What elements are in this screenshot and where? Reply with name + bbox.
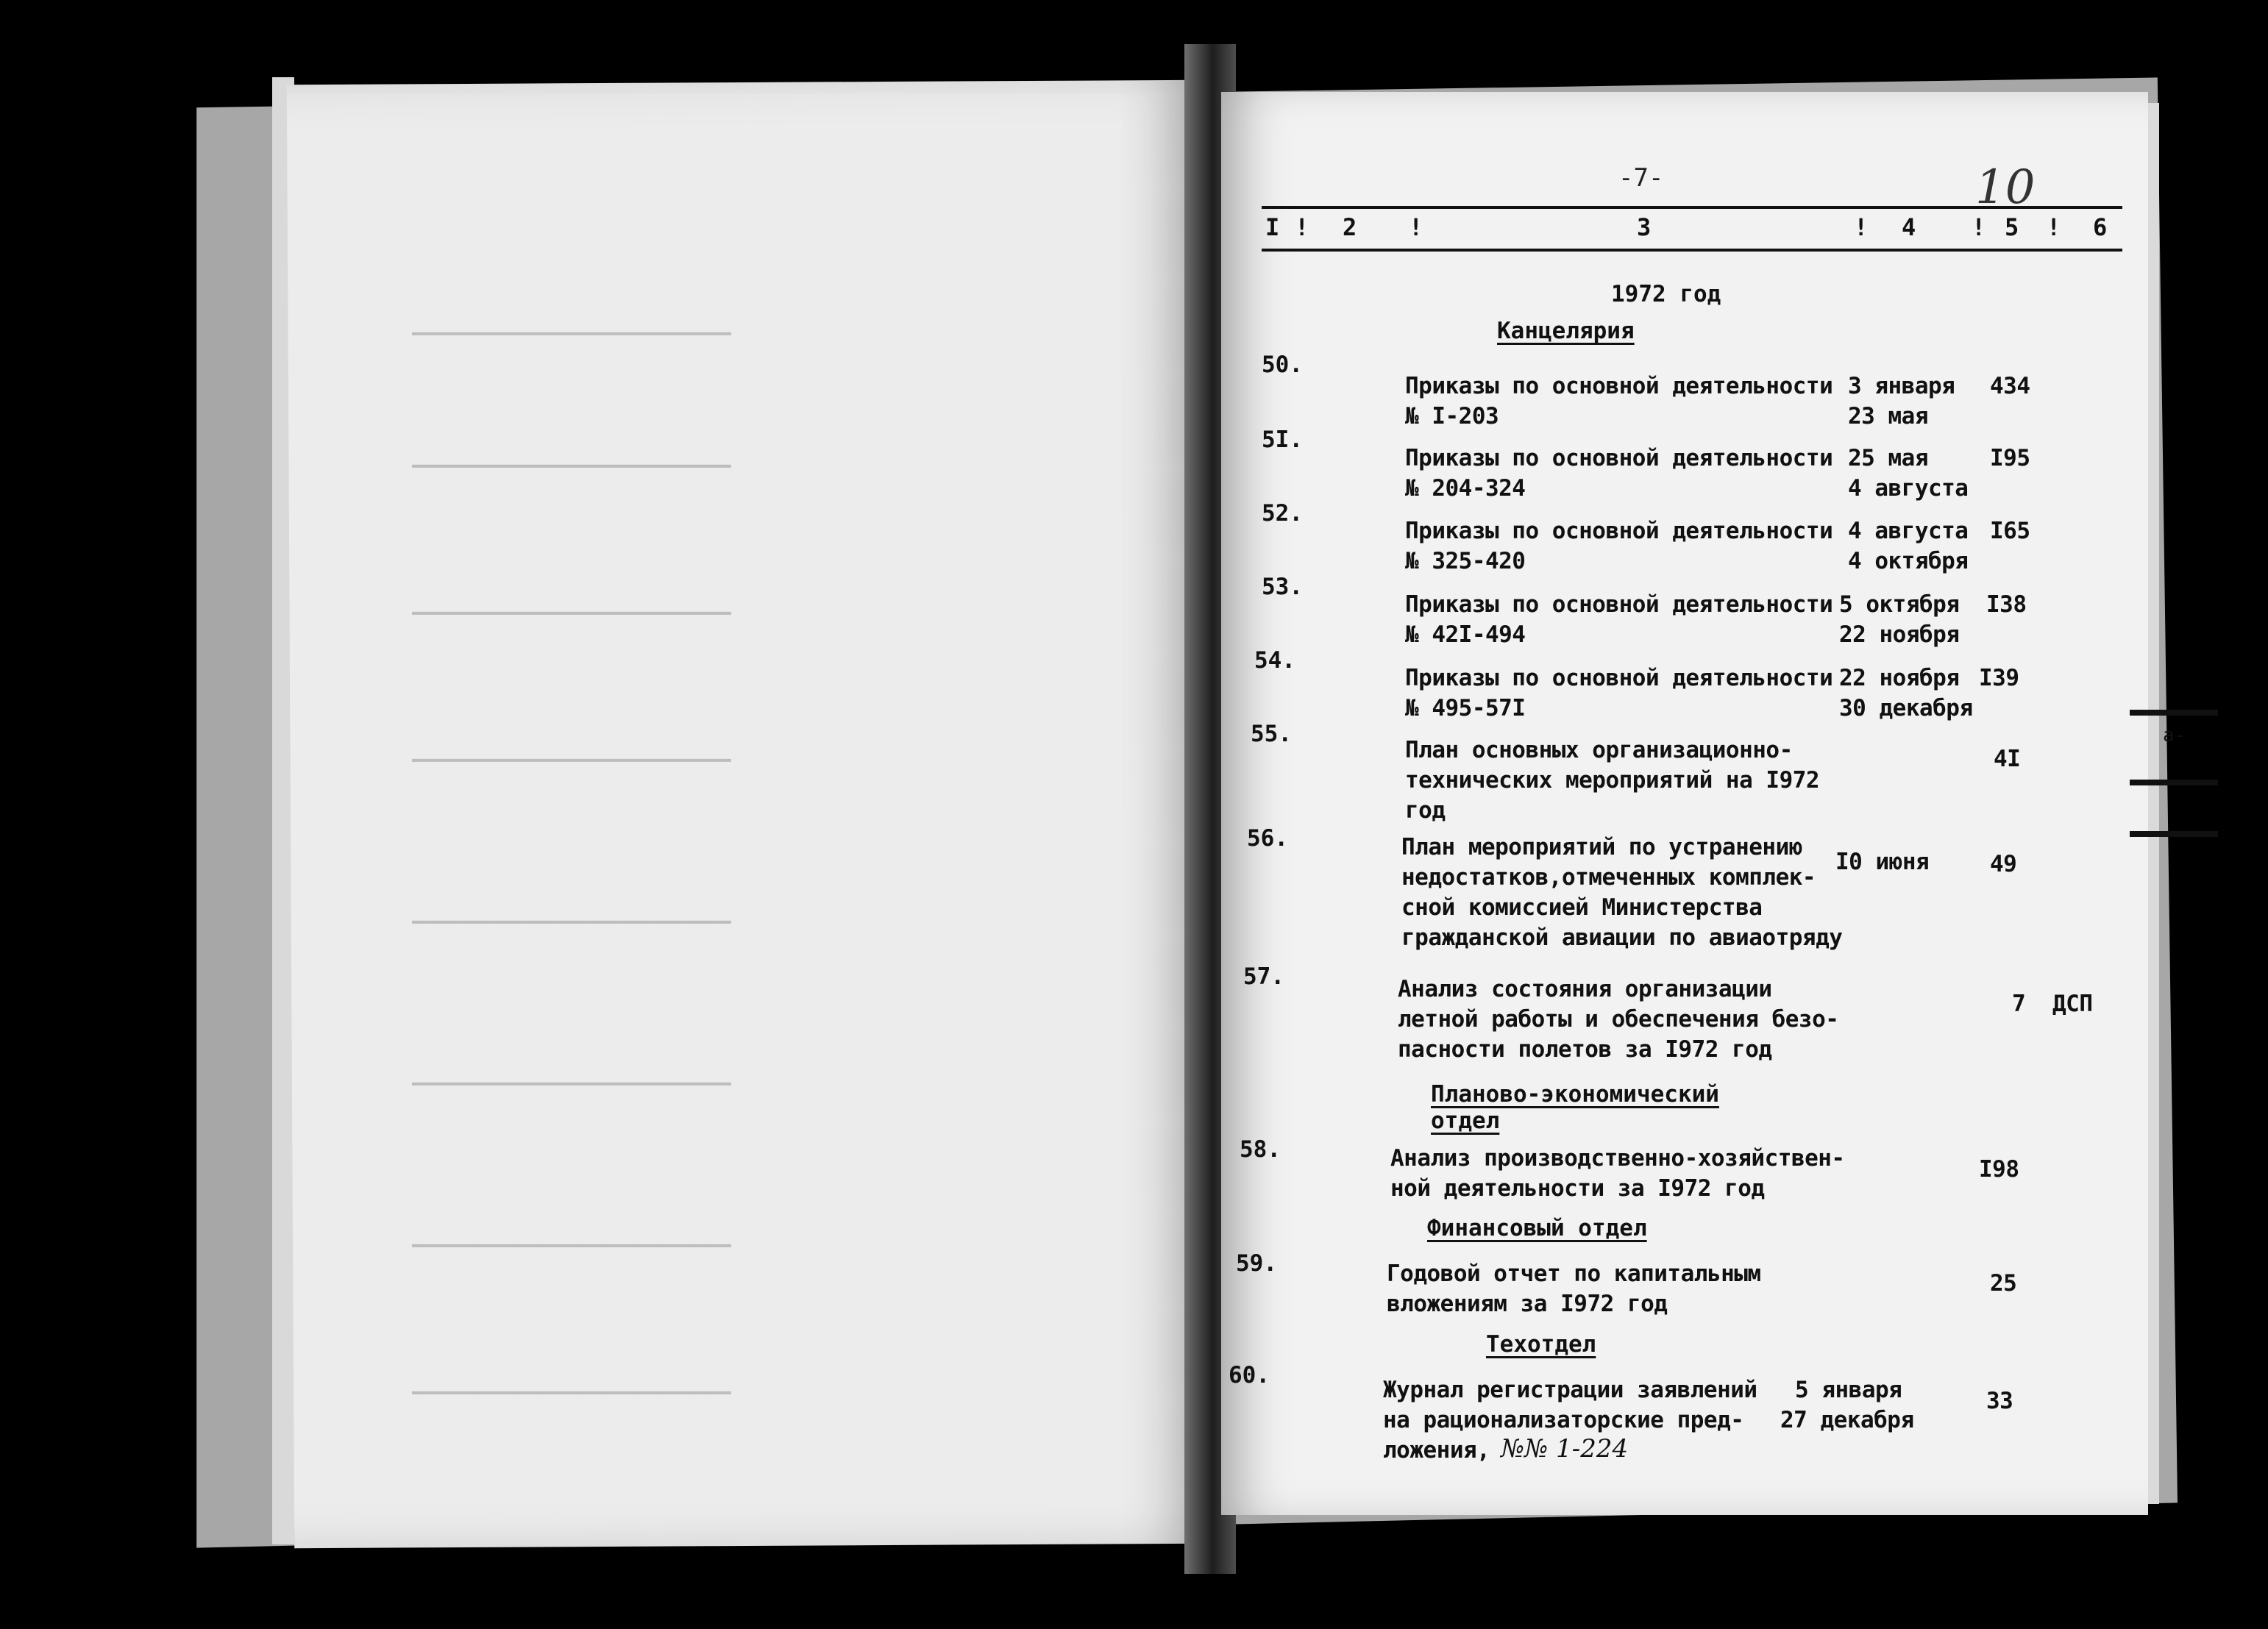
bleed-through-text: ━━━━━━━━━━━━━━━━━━━━━━━━━━━━━━ (412, 912, 731, 933)
row-number: 5I. (1262, 427, 1303, 453)
handwritten-annotation: №№ 1-224 (1501, 1434, 1629, 1464)
row-title: Приказы по основной деятельности № 325-420 (1405, 518, 1833, 574)
index-tab (2130, 710, 2218, 716)
header-rule-bottom (1262, 249, 2122, 252)
header-col-5: 5 (2005, 213, 2019, 241)
row-pages: 33 (1986, 1388, 2013, 1414)
row-title: Анализ производственно-хозяйствен- ной деятельности за I972 год (1390, 1145, 1845, 1202)
row-title: Годовой отчет по капитальным вложениям за I972 год (1387, 1261, 1761, 1317)
row-dates: I0 июня (1835, 849, 1930, 875)
row-number: 56. (1247, 825, 1288, 852)
tab-label: а- (2163, 724, 2186, 746)
row-dates: 25 мая 4 августа (1848, 445, 1969, 502)
section-heading: Техотдел (1486, 1331, 1596, 1358)
row-pages: I38 (1986, 591, 2027, 618)
row-dates: 22 ноября 30 декабря (1839, 665, 1973, 721)
section-heading: Финансовый отдел (1427, 1215, 1647, 1241)
row-number: 53. (1262, 574, 1303, 600)
page-number: -7- (1618, 163, 1664, 193)
bleed-through-text: ━━━━━━━━━━━━━━━━━━━━━━━━━━━━━━ (412, 750, 731, 771)
handwritten-sheet-number: 10 (1975, 160, 2036, 215)
header-sep: ! (1972, 213, 1986, 241)
header-sep: ! (2047, 213, 2061, 241)
bleed-through-text: ━━━━━━━━━━━━━━━━━━━━━━━━━━━━━━ (412, 456, 731, 477)
section-heading: Канцелярия (1497, 318, 1635, 344)
left-page (287, 80, 1206, 1548)
bleed-through-text: ━━━━━━━━━━━━━━━━━━━━━━━━━━━━━━ (412, 603, 731, 624)
bleed-through-text: ━━━━━━━━━━━━━━━━━━━━━━━━━━━━━━ (412, 1074, 731, 1094)
header-sep: ! (1409, 213, 1423, 241)
row-pages: 49 (1990, 851, 2017, 877)
header-sep: ! (1295, 213, 1309, 241)
row-number: 60. (1229, 1362, 1270, 1389)
row-pages: I39 (1979, 665, 2019, 691)
row-title: Приказы по основной деятельности № 495-57I (1405, 665, 1833, 721)
index-tab (2130, 831, 2218, 837)
row-pages: I65 (1990, 518, 2030, 544)
header-col-6: 6 (2093, 213, 2108, 241)
row-number: 55. (1251, 721, 1292, 747)
row-dates: 4 августа 4 октября (1848, 518, 1969, 574)
row-pages: 25 (1990, 1270, 2017, 1297)
bleed-through-text: ━━━━━━━━━━━━━━━━━━━━━━━━━━━━━━ (412, 1383, 731, 1403)
header-col-3: 3 (1637, 213, 1652, 241)
header-col-4: 4 (1902, 213, 1916, 241)
row-dates: 3 января 23 мая (1848, 373, 1955, 429)
header-col-1: I (1265, 213, 1280, 241)
row-title: План основных организационно- технических мероприятий на I972 год (1405, 737, 1820, 824)
row-number: 59. (1236, 1250, 1277, 1277)
row-number: 58. (1240, 1136, 1281, 1163)
header-rule-top (1262, 206, 2122, 209)
row-number: 52. (1262, 500, 1303, 527)
row-number: 50. (1262, 352, 1303, 378)
row-pages: 434 (1990, 373, 2030, 399)
row-title: Приказы по основной деятельности № I-203 (1405, 373, 1833, 429)
row-dates: 5 октября 22 ноября (1839, 591, 1960, 648)
row-pages: I98 (1979, 1156, 2019, 1183)
row-pages: 4I (1994, 746, 2021, 772)
row-note: ДСП (2052, 991, 2093, 1017)
bleed-through-text: ━━━━━━━━━━━━━━━━━━━━━━━━━━━━━━ (412, 324, 731, 344)
row-title: Приказы по основной деятельности № 42I-494 (1405, 591, 1833, 648)
index-tab (2130, 780, 2218, 785)
header-col-2: 2 (1343, 213, 1357, 241)
row-dates: 5 января 27 декабря (1780, 1377, 1914, 1433)
row-title: Журнал регистрации заявлений на рационализаторские пред- ложения, (1383, 1377, 1757, 1464)
header-sep: ! (1854, 213, 1869, 241)
section-heading: Планово-экономический отдел (1431, 1081, 1719, 1134)
row-pages: 7 (2012, 991, 2026, 1017)
bleed-through-text: ━━━━━━━━━━━━━━━━━━━━━━━━━━━━━━ (412, 1236, 731, 1256)
row-title: Приказы по основной деятельности № 204-324 (1405, 445, 1833, 502)
year-heading: 1972 год (1611, 281, 1721, 307)
row-number: 54. (1254, 647, 1295, 674)
row-title: Анализ состояния организации летной работы и обеспечения безо- пасности полетов за I972 год (1398, 976, 1839, 1063)
row-number: 57. (1243, 963, 1284, 990)
row-title: План мероприятий по устранению недостатков,отмеченных комплек- сной комиссией Министерства гражданской авиации по авиаотряду (1401, 834, 1843, 951)
row-pages: I95 (1990, 445, 2030, 471)
